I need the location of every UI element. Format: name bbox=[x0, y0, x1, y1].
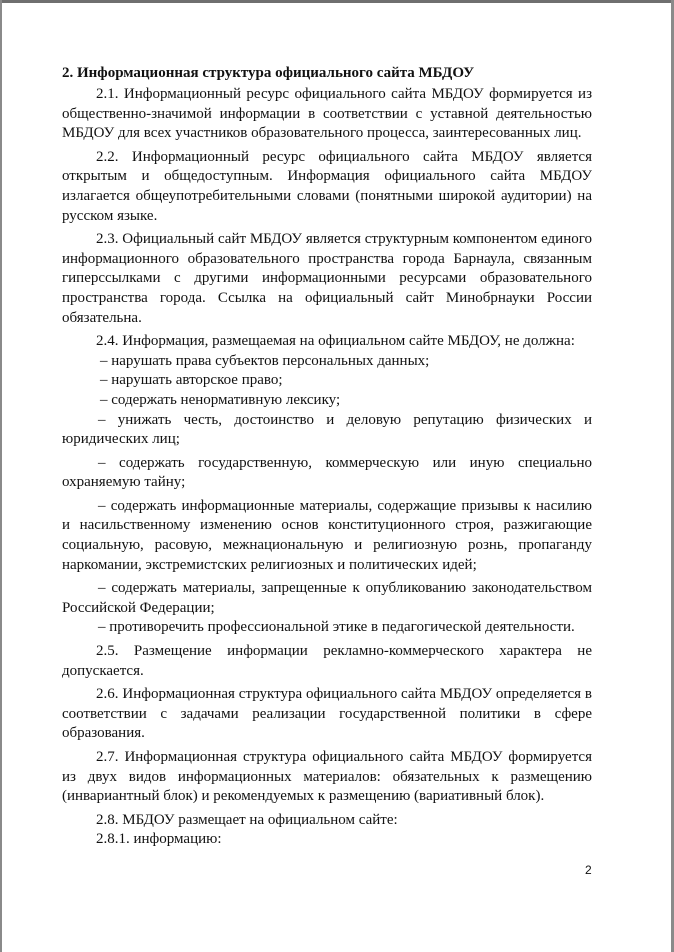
page-frame-top bbox=[0, 0, 674, 3]
list-item: – унижать честь, достоинство и деловую репутацию физических и юридических лиц; bbox=[62, 411, 592, 448]
paragraph-2-8: 2.8. МБДОУ размещает на официальном сайте: bbox=[96, 811, 398, 828]
list-item: – содержать информационные материалы, содержащие призывы к насилию и насильственному изменению основ конституционного строя, разжигающие социальную, расовую, межнациональную и религиозную рознь, пропаганду наркомании, экстремистских религиозных и политических идей; bbox=[62, 497, 592, 573]
paragraph-2-4: 2.4. Информация, размещаемая на официальном сайте МБДОУ, не должна: bbox=[96, 333, 575, 350]
paragraph-2-5: 2.5. Размещение информации рекламно-коммерческого характера не допускается. bbox=[62, 643, 592, 679]
page-frame-left bbox=[0, 0, 2, 952]
paragraph-2-8-1: 2.8.1. информацию: bbox=[96, 831, 222, 848]
document-page bbox=[62, 64, 592, 850]
list-item: – содержать государственную, коммерческую или иную специально охраняемую тайну; bbox=[62, 454, 592, 491]
paragraph-2-3: 2.3. Официальный сайт МБДОУ является структурным компонентом единого информационного образовательного пространства города Барнаула, связанным гиперссылками с другими информационными ресурсами образовательного пространства города. Ссылка на официальный сайт Минобрнауки России обязательна. bbox=[62, 231, 592, 326]
section-heading: 2. Информационная структура официального сайта МБДОУ bbox=[62, 65, 475, 81]
list-item: – содержать ненормативную лексику; bbox=[100, 391, 341, 408]
list-item: – нарушать авторское право; bbox=[100, 372, 283, 389]
paragraph-2-1: 2.1. Информационный ресурс официального сайта МБДОУ формируется из общественно-значимой информации в соответствии с уставной деятельностью МБДОУ для всех участников образовательного процесса, заинтересованных лиц. bbox=[62, 86, 592, 142]
page-number: 2 bbox=[585, 863, 592, 877]
list-item: – нарушать права субъектов персональных данных; bbox=[100, 352, 430, 369]
paragraph-2-7: 2.7. Информационная структура официального сайта МБДОУ формируется из двух видов информационных материалов: обязательных к размещению (инвариантный блок) и рекомендуемых к размещению (вариативный блок). bbox=[62, 749, 592, 805]
list-item: – противоречить профессиональной этике в педагогической деятельности. bbox=[98, 619, 575, 636]
paragraph-2-2: 2.2. Информационный ресурс официального сайта МБДОУ является открытым и общедоступным. Информация официального сайта МБДОУ излагается общеупотребительными словами (понятными широкой аудитории) на русском языке. bbox=[62, 148, 592, 224]
paragraph-2-6: 2.6. Информационная структура официального сайта МБДОУ определяется в соответствии с задачами реализации государственной политики в сфере образования. bbox=[62, 686, 592, 742]
list-item: – содержать материалы, запрещенные к опубликованию законодательством Российской Федерации; bbox=[62, 580, 592, 616]
